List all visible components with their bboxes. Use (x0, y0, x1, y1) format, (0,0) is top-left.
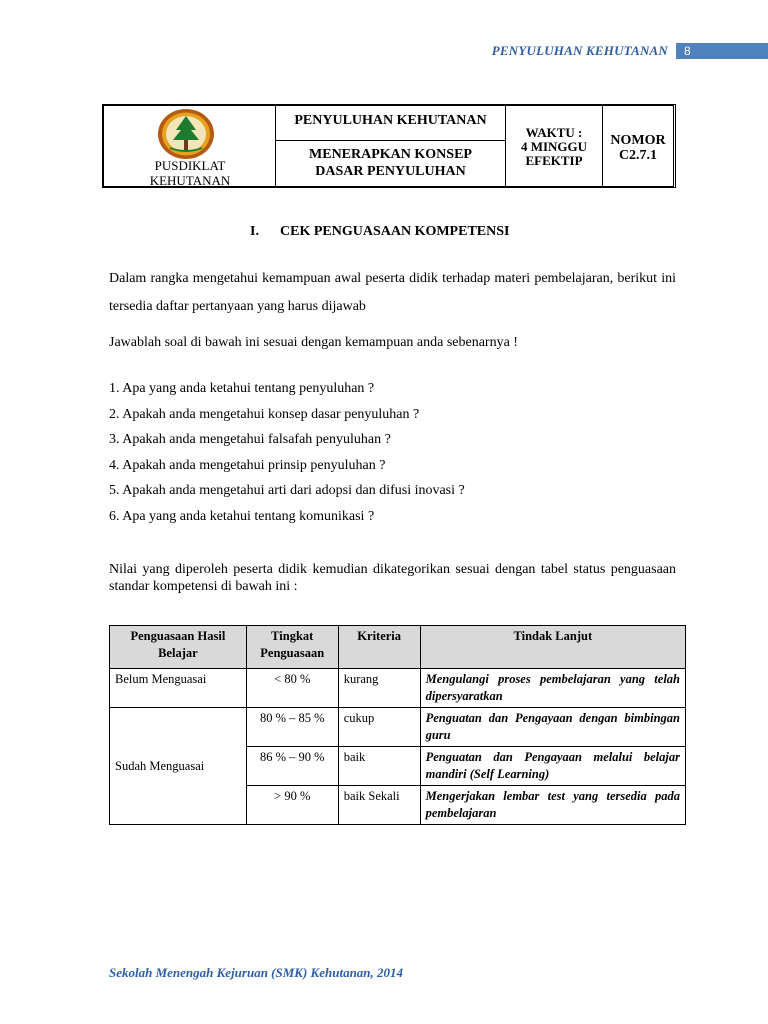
page-number: 8 (684, 44, 691, 58)
section-title: CEK PENGUASAAN KOMPETENSI (280, 224, 510, 239)
module-title (276, 146, 505, 180)
level-cell: > 90 % (246, 786, 338, 825)
nomor-value: C2.7.1 (618, 148, 658, 163)
organization-name (104, 158, 276, 188)
column-header-followup: Tindak Lanjut (420, 626, 685, 669)
section-heading (250, 224, 509, 240)
organization-line-1: PUSDIKLAT (154, 158, 226, 173)
section-number: I. (250, 224, 259, 239)
module-title-line-1: MENERAPKAN KONSEP (309, 147, 472, 162)
level-cell: 80 % – 85 % (246, 708, 338, 747)
organization-line-2: KEHUTANAN (149, 173, 231, 188)
module-title-line-2: DASAR PENYULUHAN (315, 164, 466, 179)
followup-cell: Mengerjakan lembar test yang tersedia pada pembelajaran (420, 786, 685, 825)
intro-paragraph: Dalam rangka mengetahui kemampuan awal peserta didik terhadap materi pembelajaran, berikut ini tersedia daftar pertanyaan yang harus dijawab (109, 271, 676, 314)
followup-cell: Penguatan dan Pengayaan dengan bimbingan guru (420, 708, 685, 747)
followup-cell: Penguatan dan Pengayaan melalui belajar mandiri (Self Learning) (420, 747, 685, 786)
page-number-badge (676, 43, 768, 59)
column-header-mastery: Penguasaan Hasil Belajar (110, 626, 247, 669)
page-footer: Sekolah Menengah Kejuruan (SMK) Kehutanan, 2014 (109, 965, 404, 980)
instruction-paragraph: Jawablah soal di bawah ini sesuai dengan kemampuan anda sebenarnya ! (109, 335, 518, 350)
mastery-cell: Belum Menguasai (110, 669, 247, 708)
mastery-cell: Sudah Menguasai (110, 708, 247, 825)
criteria-cell: baik (338, 747, 420, 786)
table-row (110, 669, 686, 708)
column-header-criteria: Kriteria (338, 626, 420, 669)
competency-status-table (109, 625, 686, 825)
running-header (0, 43, 768, 61)
level-cell: 86 % – 90 % (246, 747, 338, 786)
module-number (603, 133, 673, 163)
number-cell (603, 106, 673, 186)
criteria-cell: cukup (338, 708, 420, 747)
nomor-label: NOMOR (610, 133, 666, 148)
criteria-cell: baik Sekali (338, 786, 420, 825)
time-allocation (506, 126, 602, 168)
logo-cell (104, 106, 276, 186)
tree-emblem-icon (156, 108, 216, 160)
question-item: 4. Apakah anda mengetahui prinsip penyuluhan ? (109, 457, 386, 473)
table-row (110, 708, 686, 747)
subject-cell (276, 106, 506, 186)
criteria-cell: kurang (338, 669, 420, 708)
column-header-level: Tingkat Penguasaan (246, 626, 338, 669)
table-header-row (110, 626, 686, 669)
time-unit: EFEKTIP (525, 153, 583, 168)
question-item: 2. Apakah anda mengetahui konsep dasar penyuluhan ? (109, 406, 420, 422)
question-item: 6. Apa yang anda ketahui tentang komunikasi ? (109, 508, 375, 524)
time-duration: 4 MINGGU (520, 139, 588, 154)
time-label: WAKTU : (525, 125, 583, 140)
level-cell: < 80 % (246, 669, 338, 708)
question-item: 3. Apakah anda mengetahui falsafah penyuluhan ? (109, 432, 391, 447)
module-header-table (102, 104, 676, 188)
time-cell (506, 106, 603, 186)
question-item: 5. Apakah anda mengetahui arti dari adopsi dan difusi inovasi ? (109, 483, 465, 498)
table-intro-paragraph: Nilai yang diperoleh peserta didik kemudian dikategorikan sesuai dengan tabel status penguasaan standar kompetensi di bawah ini : (109, 562, 676, 594)
question-item: 1. Apa yang anda ketahui tentang penyuluhan ? (109, 381, 375, 396)
followup-cell: Mengulangi proses pembelajaran yang telah dipersyaratkan (420, 669, 685, 708)
running-header-title: PENYULUHAN KEHUTANAN (491, 43, 668, 58)
question-list (109, 376, 465, 529)
subject-title: PENYULUHAN KEHUTANAN (276, 106, 505, 141)
